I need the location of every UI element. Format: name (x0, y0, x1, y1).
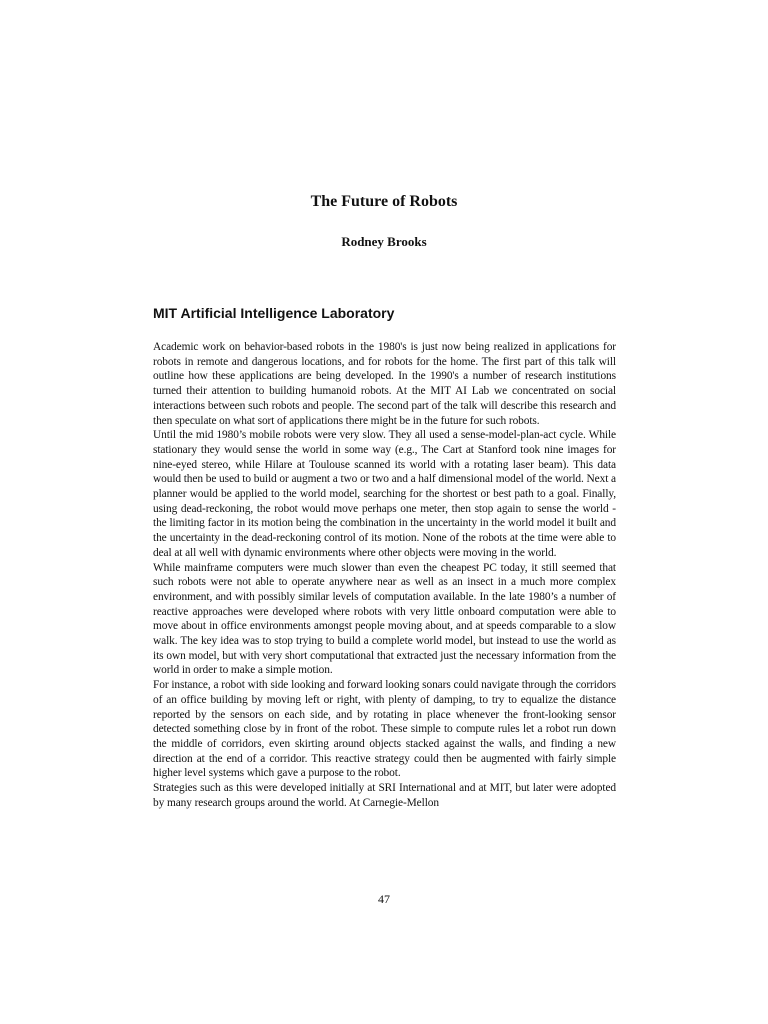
paragraph: While mainframe computers were much slower than even the cheapest PC today, it still seemed that such robots were not able to operate anywhere near as well as an insect in a much more complex environment, and with possibly similar levels of computation available. In the late 1980’s a number of reactive approaches were developed where robots with very little onboard computation were able to move about in office environments amongst people moving about, and at speeds comparable to a slow walk. The key idea was to stop trying to build a complete world model, but instead to use the world as its own model, but with very short computational that extracted just the necessary information from the world in order to make a simple motion. (153, 561, 616, 677)
affiliation-heading: MIT Artificial Intelligence Laboratory (153, 305, 395, 321)
page-number: 47 (378, 892, 390, 906)
paragraph: Academic work on behavior-based robots in the 1980's is just now being realized in applications for robots in remote and dangerous locations, and for robots for the home. The first part of this talk will outline how these applications are being developed. In the 1990's a number of research institutions turned their attention to building humanoid robots. At the MIT AI Lab we concentrated on social interactions between such robots and people. The second part of the talk will describe this research and then speculate on what sort of applications there might be in the future for such robots. (153, 341, 616, 427)
paragraph: For instance, a robot with side looking and forward looking sonars could navigate through the corridors of an office building by moving left or right, with plenty of damping, to try to equalize the distance reported by the sensors on each side, and by rotating in place whenever the front-looking sensor detected something close by in front of the robot. These simple to compute rules let a robot run down the middle of corridors, even skirting around objects stacked against the walls, and finding a new direction at the end of a corridor. This reactive strategy could then be augmented with fairly simple higher level systems which gave a purpose to the robot. (153, 679, 616, 780)
author-name: Rodney Brooks (341, 234, 427, 249)
paragraph: Until the mid 1980’s mobile robots were very slow. They all used a sense-model-plan-act cycle. While stationary they would sense the world in some way (e.g., The Cart at Stanford took nine images for nine-eyed stereo, while Hilare at Toulouse scanned its world with a rotating laser beam). This data would then be used to build or augment a two or two and a half dimensional model of the world. Next a planner would be applied to the world model, searching for the shortest or best path to a goal. Finally, using dead-reckoning, the robot would move perhaps one meter, then stop again to sense the world - the limiting factor in its motion being the combination in the uncertainty in the world model it built and the uncertainty in the dead-reckoning control of its motion. None of the robots at the time were able to deal at all well with dynamic environments where other objects were moving in the world. (153, 429, 616, 559)
body-text (153, 340, 616, 811)
paper-title: The Future of Robots (310, 193, 458, 210)
paragraph: Strategies such as this were developed initially at SRI International and at MIT, but later were adopted by many research groups around the world. At Carnegie-Mellon (153, 782, 616, 809)
